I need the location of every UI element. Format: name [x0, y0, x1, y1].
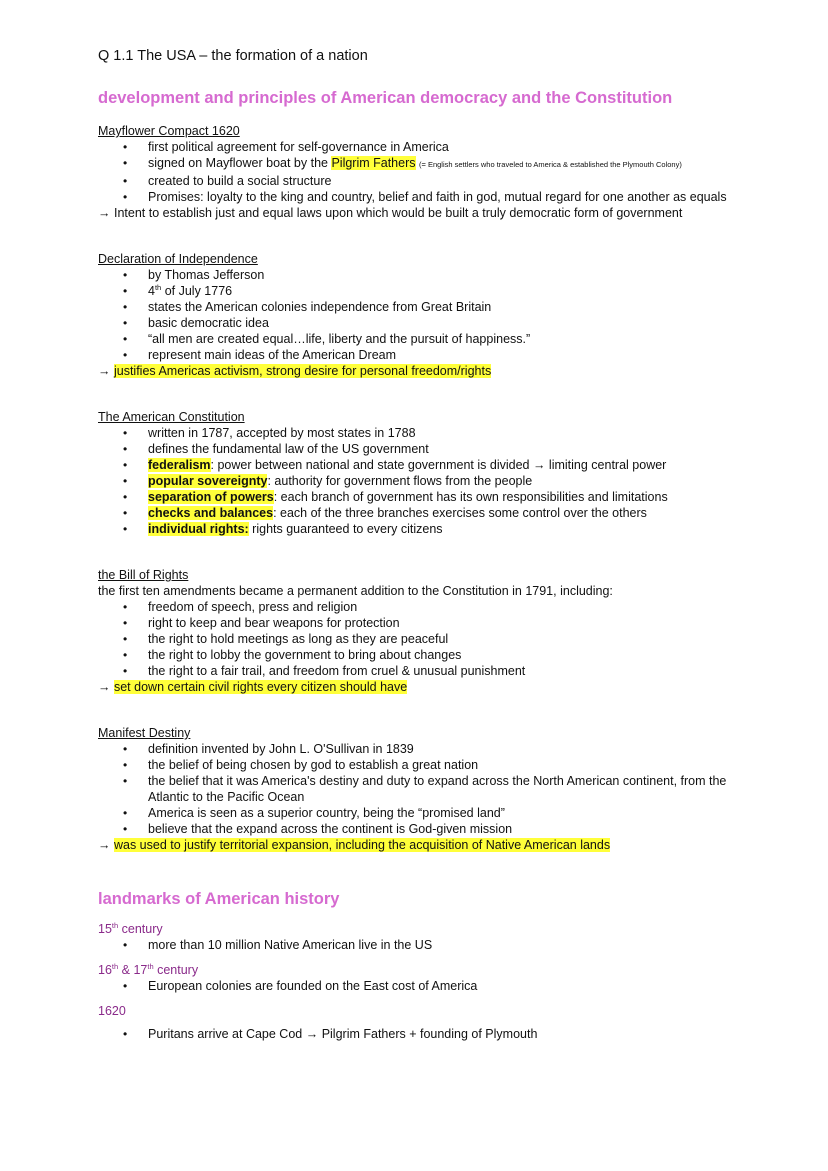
landmark-label-16th-17th-century [98, 962, 738, 978]
landmark-list-1620 [98, 1026, 738, 1042]
list-item: • Promises: loyalty to the king and country, belief and faith in god, mutual regard for one another as equals [148, 189, 738, 205]
list-item: • by Thomas Jefferson [148, 267, 738, 283]
section-heading-democracy: development and principles of American democracy and the Constitution [98, 89, 673, 107]
bill-of-rights-list [98, 599, 738, 679]
list-item [148, 473, 738, 489]
term-separation-of-powers: separation of powers [148, 490, 274, 504]
document-page [98, 48, 738, 1042]
text: : each of the three branches exercises some control over the others [273, 506, 647, 520]
list-item: • freedom of speech, press and religion [148, 599, 738, 615]
list-item: • created to build a social structure [148, 173, 738, 189]
footnote-text: (= English settlers who traveled to America & established the Plymouth Colony) [418, 160, 682, 169]
document-title: Q 1.1 The USA – the formation of a nation [98, 48, 368, 64]
text: signed on Mayflower boat by the [148, 156, 332, 170]
term-federalism: federalism [148, 458, 211, 472]
list-item: • written in 1787, accepted by most states in 1788 [148, 425, 738, 441]
list-item: • America is seen as a superior country, being the “promised land” [148, 805, 738, 821]
declaration-list [98, 267, 738, 363]
list-item: • the right to a fair trail, and freedom from cruel & unusual punishment [148, 663, 738, 679]
ordinal-suffix: th [111, 920, 119, 930]
list-item [148, 155, 738, 173]
ordinal-suffix: th [154, 282, 162, 292]
section-heading-landmarks: landmarks of American history [98, 890, 340, 908]
list-item: • definition invented by John L. O'Sullivan in 1839 [148, 741, 738, 757]
highlight-text: justifies Americas activism, strong desire for personal freedom/rights [113, 364, 492, 378]
ordinal-suffix: th [147, 961, 154, 971]
text: 4 [148, 284, 155, 298]
constitution-list [98, 425, 738, 537]
topic-heading-bill-of-rights: the Bill of Rights [98, 568, 189, 582]
landmark-list-15th [98, 937, 738, 953]
list-item [148, 521, 738, 537]
landmark-list-16th-17th [98, 978, 738, 994]
conclusion-manifest-destiny [98, 837, 738, 853]
list-item: • Puritans arrive at Cape Cod → Pilgrim Fathers + founding of Plymouth [148, 1026, 738, 1042]
manifest-destiny-list [98, 741, 738, 837]
conclusion-mayflower: → Intent to establish just and equal laws upon which would be built a truly democratic form of government [98, 206, 683, 220]
term-individual-rights: individual rights: [148, 522, 249, 536]
list-item: • the belief that it was America's destiny and duty to expand across the North American continent, from the Atlantic to the Pacific Ocean [148, 773, 738, 805]
list-item: • the right to lobby the government to bring about changes [148, 647, 738, 663]
arrow: → [98, 364, 114, 378]
list-item [148, 283, 738, 299]
list-item: • believe that the expand across the continent is God-given mission [148, 821, 738, 837]
list-item: • European colonies are founded on the East cost of America [148, 978, 738, 994]
arrow: → [98, 838, 114, 852]
topic-heading-constitution: The American Constitution [98, 410, 245, 424]
term-popular-sovereignty: popular sovereignty [148, 474, 268, 488]
list-item: • states the American colonies independence from Great Britain [148, 299, 738, 315]
text: : authority for government flows from the people [267, 474, 533, 488]
highlight-text: was used to justify territorial expansion, including the acquisition of Native American lands [113, 838, 611, 852]
text: 15 [98, 922, 112, 936]
list-item [148, 505, 738, 521]
text: 16 [98, 963, 112, 977]
list-item: • the belief of being chosen by god to establish a great nation [148, 757, 738, 773]
list-item: • “all men are created equal…life, liberty and the pursuit of happiness.” [148, 331, 738, 347]
ordinal-suffix: th [111, 961, 119, 971]
arrow: → [98, 680, 114, 694]
text: : each branch of government has its own responsibilities and limitations [273, 490, 668, 504]
list-item: • right to keep and bear weapons for protection [148, 615, 738, 631]
topic-heading-manifest-destiny: Manifest Destiny [98, 726, 191, 740]
term-checks-and-balances: checks and balances [148, 506, 274, 520]
text: century [153, 963, 199, 977]
landmark-label-15th-century [98, 921, 738, 937]
highlight-text: set down certain civil rights every citizen should have [113, 680, 408, 694]
conclusion-declaration [98, 363, 738, 379]
topic-heading-mayflower: Mayflower Compact 1620 [98, 124, 240, 138]
conclusion-bill-of-rights [98, 679, 738, 695]
text: of July 1776 [161, 284, 233, 298]
list-item: • basic democratic idea [148, 315, 738, 331]
list-item: • represent main ideas of the American Dream [148, 347, 738, 363]
list-item [148, 457, 738, 473]
text: rights guaranteed to every citizens [248, 522, 443, 536]
bill-of-rights-intro: the first ten amendments became a permanent addition to the Constitution in 1791, including: [98, 584, 613, 598]
landmark-label-1620: 1620 [98, 1004, 126, 1018]
text: : power between national and state government is divided → limiting central power [210, 458, 667, 472]
highlight-pilgrim-fathers: Pilgrim Fathers [331, 156, 416, 170]
list-item: • defines the fundamental law of the US government [148, 441, 738, 457]
topic-heading-declaration: Declaration of Independence [98, 252, 258, 266]
mayflower-list [98, 139, 738, 205]
list-item: • the right to hold meetings as long as they are peaceful [148, 631, 738, 647]
list-item: • first political agreement for self-governance in America [148, 139, 738, 155]
text: century [118, 922, 163, 936]
list-item [148, 489, 738, 505]
list-item: • more than 10 million Native American live in the US [148, 937, 738, 953]
text: & 17 [118, 963, 148, 977]
